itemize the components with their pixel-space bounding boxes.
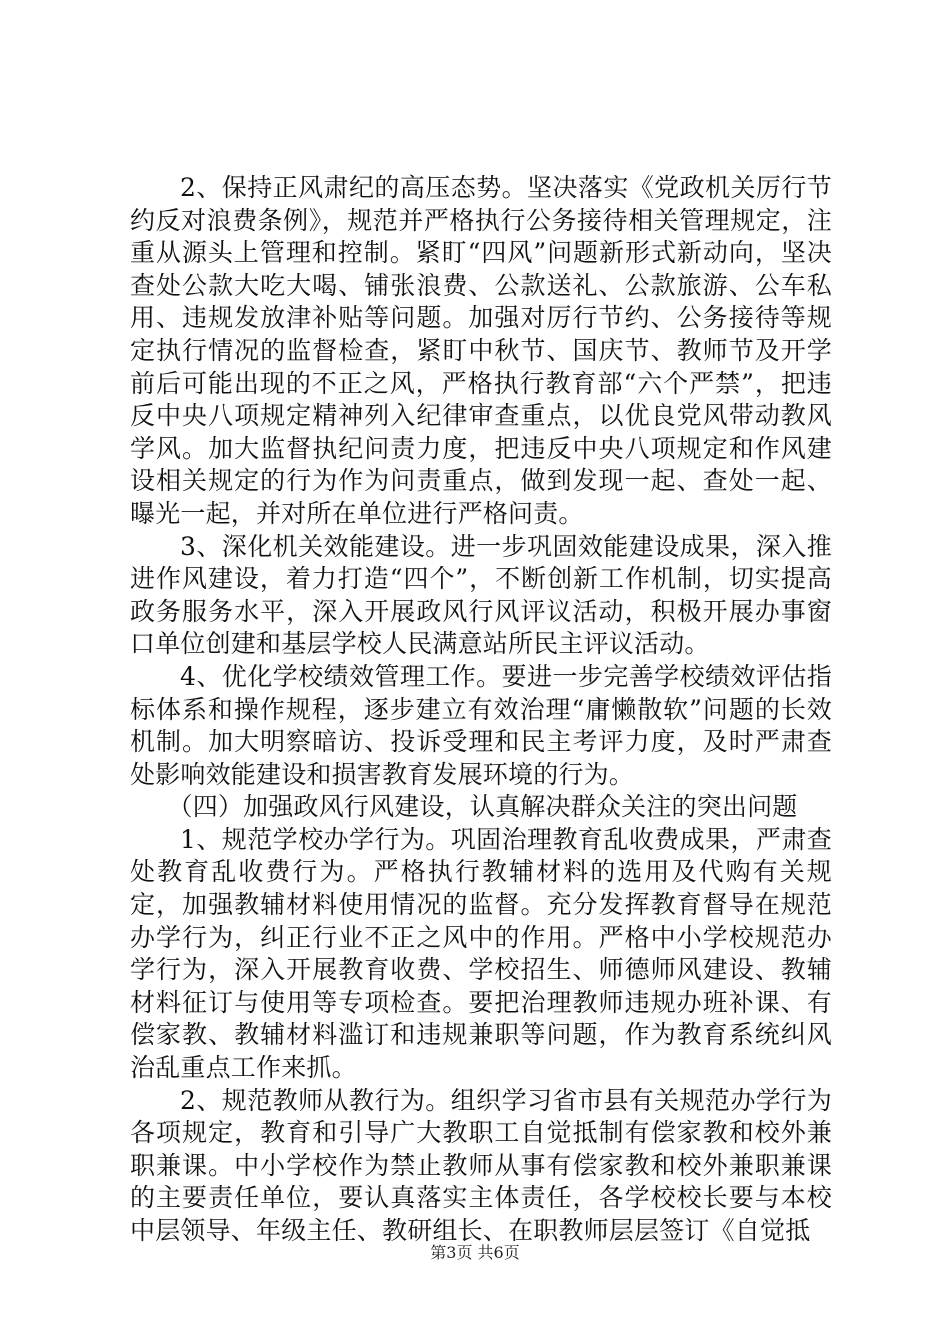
paragraph-item-3: 3、深化机关效能建设。进一步巩固效能建设成果，深入推进作风建设，着力打造“四个”，不断创新工作机制，切实提高政务服务水平，深入开展政风行风评议活动，积极开展办事窗口单位创建和基层学校人民满意站所民主评议活动。 <box>130 531 832 659</box>
document-body <box>130 172 832 1248</box>
page-footer: 第3页 共6页 <box>430 1243 520 1262</box>
paragraph-item-4: 4、优化学校绩效管理工作。要进一步完善学校绩效评估指标体系和操作规程，逐步建立有效治理“庸懒散软”问题的长效机制。加大明察暗访、投诉受理和民主考评力度，及时严肃查处影响效能建设和损害教育发展环境的行为。 <box>130 661 832 789</box>
section-heading-4: （四）加强政风行风建设，认真解决群众关注的突出问题 <box>167 792 798 822</box>
paragraph-item-1: 1、规范学校办学行为。巩固治理教育乱收费成果，严肃查处教育乱收费行为。严格执行教辅材料的选用及代购有关规定，加强教辅材料使用情况的监督。充分发挥教育督导在规范办学行为，纠正行业不正之风中的作用。严格中小学校规范办学行为，深入开展教育收费、学校招生、师德师风建设、教辅材料征订与使用等专项检查。要把治理教师违规办班补课、有偿家教、教辅材料滥订和违规兼职等问题，作为教育系统纠风治乱重点工作来抓。 <box>130 824 832 1083</box>
paragraph-item-2b: 2、规范教师从教行为。组织学习省市县有关规范办学行为各项规定，教育和引导广大教职工自觉抵制有偿家教和校外兼职兼课。中小学校作为禁止教师从事有偿家教和校外兼职兼课的主要责任单位，要认真落实主体责任，各学校校长要与本校中层领导、年级主任、教研组长、在职教师层层签订《自觉抵 <box>130 1085 832 1245</box>
paragraph-item-2: 2、保持正风肃纪的高压态势。坚决落实《党政机关厉行节约反对浪费条例》，规范并严格执行公务接待相关管理规定，注重从源头上管理和控制。紧盯“四风”问题新形式新动向，坚决查处公款大吃大喝、铺张浪费、公款送礼、公款旅游、公车私用、违规发放津补贴等问题。加强对厉行节约、公务接待等规定执行情况的监督检查，紧盯中秋节、国庆节、教师节及开学前后可能出现的不正之风，严格执行教育部“六个严禁”，把违反中央八项规定精神列入纪律审查重点，以优良党风带动教风学风。加大监督执纪问责力度，把违反中央八项规定和作风建设相关规定的行为作为问责重点，做到发现一起、查处一起、曝光一起，并对所在单位进行严格问责。 <box>130 173 832 528</box>
